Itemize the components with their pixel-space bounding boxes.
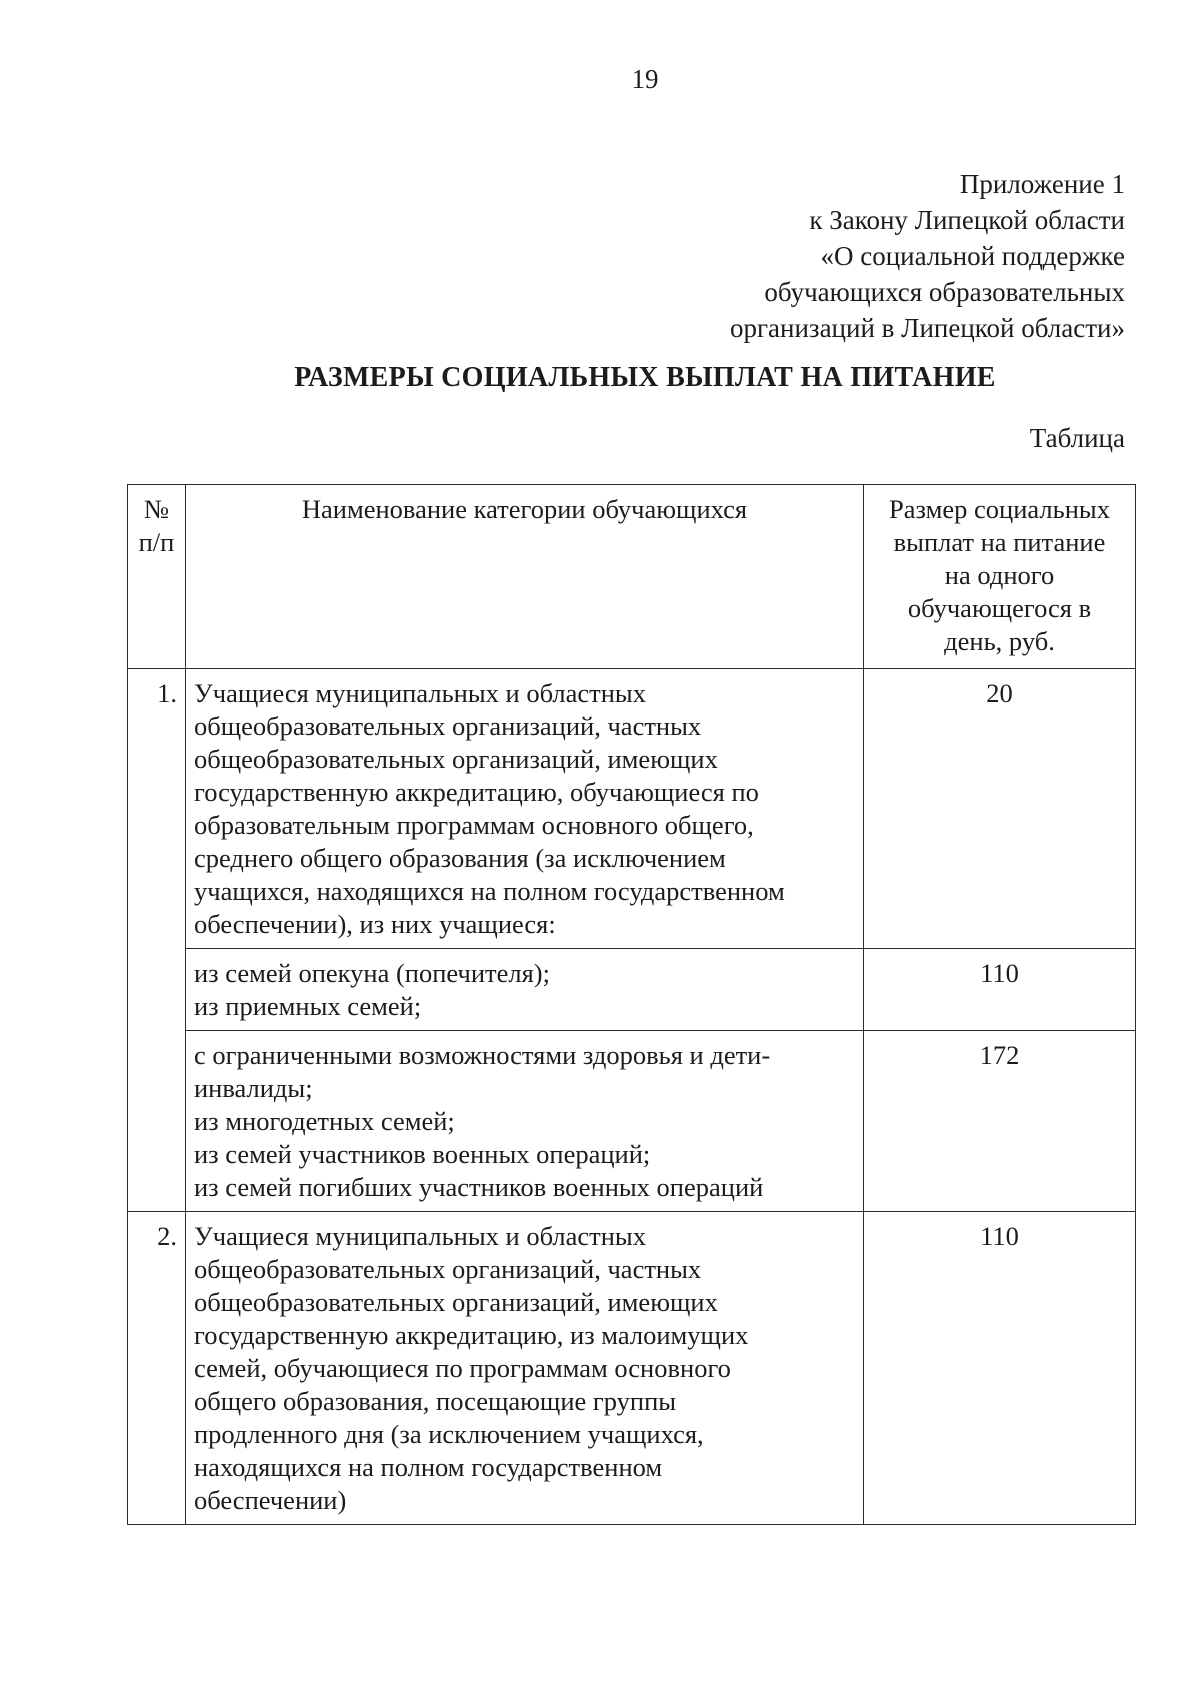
category-line: общеобразовательных организаций, имеющих (194, 744, 718, 774)
category-line: общеобразовательных организаций, частных (194, 1254, 702, 1284)
row-amount: 172 (864, 1031, 1136, 1212)
category-line: общеобразовательных организаций, частных (194, 711, 702, 741)
table-row (128, 949, 1136, 1031)
category-line: образовательным программам основного общего, (194, 810, 754, 840)
header-category: Наименование категории обучающихся (186, 485, 864, 669)
row-amount: 20 (864, 669, 1136, 949)
row-number: 1. (128, 669, 186, 1212)
category-line: Учащиеся муниципальных и областных (194, 678, 646, 708)
category-line: государственную аккредитацию, обучающиеся по (194, 777, 759, 807)
category-line: из семей опекуна (попечителя); (194, 958, 550, 988)
row-amount: 110 (864, 1212, 1136, 1525)
header-amount-line: день, руб. (944, 626, 1055, 656)
appendix-line: к Закону Липецкой области (809, 205, 1125, 235)
header-amount-line: Размер социальных (889, 494, 1110, 524)
row-category (186, 949, 864, 1031)
header-amount-line: обучающегося в (907, 593, 1092, 623)
category-line: обеспечении) (194, 1485, 347, 1515)
header-amount (864, 485, 1136, 669)
category-line: продленного дня (за исключением учащихся, (194, 1419, 704, 1449)
category-line: из семей погибших участников военных операций (194, 1172, 764, 1202)
category-line: из приемных семей; (194, 991, 422, 1021)
row-number: 2. (128, 1212, 186, 1525)
row-category (186, 1031, 864, 1212)
table-caption: Таблица (1029, 423, 1125, 453)
header-number (128, 485, 186, 669)
table-row (128, 1031, 1136, 1212)
category-line: общеобразовательных организаций, имеющих (194, 1287, 718, 1317)
table-row (128, 669, 1136, 949)
category-line: с ограниченными возможностями здоровья и дети- (194, 1040, 771, 1070)
table-header-row (128, 485, 1136, 669)
category-line: учащихся, находящихся на полном государственном (194, 876, 785, 906)
category-line: из многодетных семей; (194, 1106, 455, 1136)
category-line: семей, обучающиеся по программам основного (194, 1353, 731, 1383)
category-line: находящихся на полном государственном (194, 1452, 663, 1482)
document-title: РАЗМЕРЫ СОЦИАЛЬНЫХ ВЫПЛАТ НА ПИТАНИЕ (294, 362, 996, 393)
row-category (186, 669, 864, 949)
appendix-line: Приложение 1 (959, 169, 1125, 199)
row-amount: 110 (864, 949, 1136, 1031)
payments-table (127, 484, 1136, 1525)
category-line: инвалиды; (194, 1073, 313, 1103)
category-line: среднего общего образования (за исключением (194, 843, 726, 873)
page-number: 19 (631, 64, 659, 94)
appendix-line: организаций в Липецкой области» (729, 313, 1125, 343)
table-row (128, 1212, 1136, 1525)
appendix-line: «О социальной поддержке (820, 241, 1125, 271)
appendix-line: обучающихся образовательных (764, 277, 1125, 307)
row-category (186, 1212, 864, 1525)
category-line: обеспечении), из них учащиеся: (194, 909, 556, 939)
category-line: государственную аккредитацию, из малоимущих (194, 1320, 749, 1350)
header-number-line: п/п (138, 527, 175, 557)
category-line: из семей участников военных операций; (194, 1139, 651, 1169)
header-number-line: № (143, 494, 170, 524)
appendix-reference (425, 166, 1125, 346)
category-line: общего образования, посещающие группы (194, 1386, 677, 1416)
header-amount-line: на одного (944, 560, 1055, 590)
category-line: Учащиеся муниципальных и областных (194, 1221, 646, 1251)
header-amount-line: выплат на питание (893, 527, 1106, 557)
